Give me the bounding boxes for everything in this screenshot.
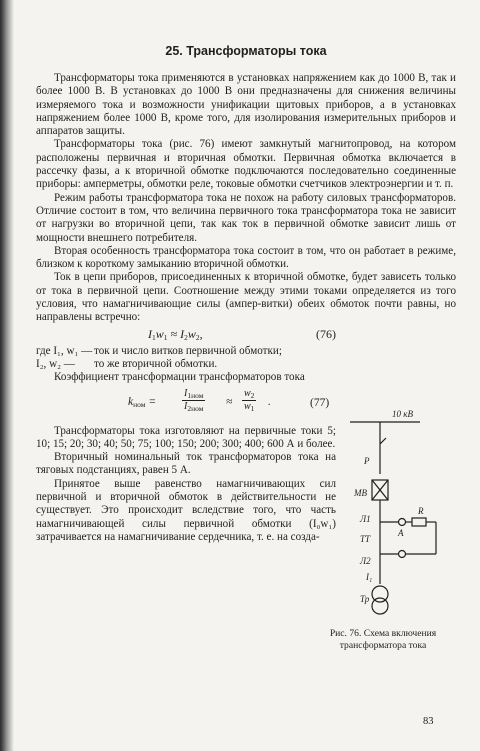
label-r: R <box>418 506 424 516</box>
formula-76-expression: $I_1w_1 \approx I_2w_2$, <box>148 326 203 342</box>
paragraph: Трансформаторы тока применяются в установках напряжением как до 1000 В, так и более 1000 В. В установках до 1000 В они предназначены для снижения величины измеряемого тока и возможности унификации щитовых приборов, а в установках напряжением более 1000 В, кроме того, для изолирования измерительных приборов и аппаратов защиты. <box>36 72 456 138</box>
label-mv: МВ <box>354 488 367 498</box>
fraction-current: $I_{1ном}$ $I_{2ном}$ <box>184 387 204 413</box>
definition-text: ток и число витков первичной обмотки; <box>94 344 282 357</box>
paragraph: Вторая особенность трансформатора тока состоит в том, что он работает в режиме, близком к короткому замыканию вторичной обмотки. <box>36 244 456 271</box>
formula-77-number: (77) <box>310 396 330 409</box>
scan-binding-edge <box>0 0 14 751</box>
fraction-turns: $\frac{w_2}{w_1}$ <box>244 387 255 413</box>
formula-76-number: (76) <box>316 326 336 341</box>
resistor-box <box>412 518 426 526</box>
paragraph: Принятое выше равенство намагничивающих сил первичной и вторичной обмоток в действительности не существует. Это происходит вследствие того, что часть намагничивающей силы первичной обмотки (I₀w₁) затрачивается на намагничивание сердечника, т. е. на созда- <box>36 477 336 543</box>
page-number: 83 <box>423 716 434 727</box>
paragraph: Трансформаторы тока (рис. 76) имеют замкнутый магнитопровод, на котором расположены первичная и вторичная обмотки. Первичная обмотка включается в рассечку фазы, а к вторичной обмотке подключаются последовательно соединенные приборы: амперметры, обмотки реле, токовые обмотки счетчиков электроэнергии и т. п. <box>36 138 456 191</box>
label-tt: ТТ <box>360 534 371 544</box>
label-tr: Тр <box>360 594 370 604</box>
disconnector-blade <box>380 438 386 444</box>
figure-caption: Рис. 76. Схема включения трансформатора тока <box>329 628 437 651</box>
paragraph: Режим работы трансформатора тока не похож на работу силовых трансформаторов. Отличие состоит в том, что величина первичного тока трансформатора тока не зависит от нагрузки во вторичной цепи, так как ток в первичной обмотке зависит лишь от мощности внешнего потребителя. <box>36 191 456 244</box>
meter-a-circle <box>399 519 406 526</box>
definition-text: то же вторичной обмотки. <box>94 357 218 370</box>
label-a: А <box>398 528 404 538</box>
label-l2: Л2 <box>360 556 371 566</box>
label-p: Р <box>364 456 370 466</box>
section-heading: 25. Трансформаторы тока <box>165 44 327 58</box>
period: . <box>268 395 271 408</box>
paragraph: Трансформаторы тока изготовляют на первичные токи 5; 10; 15; 20; 30; 40; 50; 75; 100; 150; 200; 300; 400; 600 А и более. <box>36 424 336 450</box>
label-l1: Л1 <box>360 514 371 524</box>
label-voltage: 10 кВ <box>392 409 413 419</box>
formula-77 <box>36 385 336 425</box>
formula-76 <box>36 325 456 345</box>
label-i1: I₁ <box>366 572 373 582</box>
definition-label: I₂, w₂ — <box>36 357 75 370</box>
variable-definitions <box>36 345 326 372</box>
circuit-diagram <box>340 404 450 624</box>
paragraph: Вторичный номинальный ток трансформаторов тока на тяговых подстанциях, равен 5 А. <box>36 451 336 477</box>
definition-label: где I₁, w₁ — <box>36 344 93 357</box>
approx-sign: ≈ <box>226 395 233 408</box>
paragraph: Ток в цепи приборов, присоединенных к вторичной обмотке, будет зависеть только от тока в первичной цепи. Соотношение между этими токами определяется из того условия, что намагничивающие силы (ампер-витки) обеих обмоток почти равны, но направлены встречно: <box>36 271 456 324</box>
paragraph: Коэффициент трансформации трансформаторов тока <box>54 371 305 384</box>
figure-76-circuit <box>340 404 450 624</box>
formula-77-lhs: $k_{ном}$ = <box>128 395 157 409</box>
